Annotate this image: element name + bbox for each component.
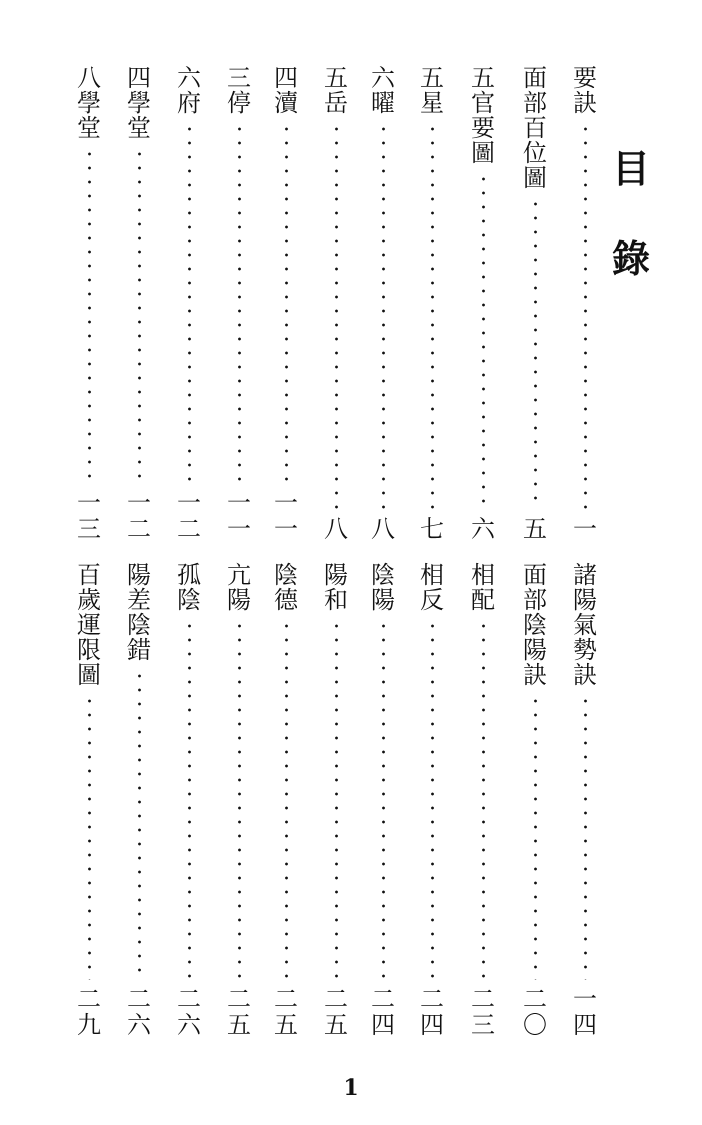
page-number-char: 一 [227,515,251,543]
page-number-char: 三 [471,1011,495,1039]
entry-page-number [471,516,495,542]
label-char: 陽 [523,636,547,664]
dot-leader [335,619,338,980]
label-char: 陽 [371,586,395,614]
label-char: 六 [177,64,201,92]
label-char: 陽 [324,561,348,589]
page-number-char: 二 [471,985,495,1013]
entry-page-number [227,490,251,542]
label-char: 停 [227,89,251,117]
dot-leader [431,619,434,980]
label-char: 亢 [227,561,251,589]
dot-leader [285,122,288,484]
entry-label [420,563,444,613]
label-char: 位 [523,139,547,167]
label-char: 相 [471,561,495,589]
toc-entry [321,66,351,542]
page-number-char: 一 [573,515,597,543]
page-number-char: 二 [274,985,298,1013]
label-char: 陽 [227,586,251,614]
dot-leader [382,122,385,510]
page-number-char: 二 [371,985,395,1013]
toc-entry [417,66,447,542]
page-number-char: 一 [177,489,201,517]
entry-label [324,563,348,613]
dot-leader [584,122,587,510]
dot-leader [335,122,338,510]
page-number-char: 八 [371,515,395,543]
entry-page-number [420,516,444,542]
label-char: 四 [127,64,151,92]
label-char: 府 [177,89,201,117]
toc-entry [468,66,498,542]
dot-leader [482,172,485,510]
dot-leader [285,619,288,980]
dot-leader [88,694,91,980]
toc-entry [417,563,447,1038]
entry-page-number [324,516,348,542]
entry-label [127,66,151,141]
label-char: 圖 [471,139,495,167]
page-number-char: 五 [523,515,547,543]
label-char: 四 [274,64,298,92]
dot-leader [188,619,191,980]
toc-entry [74,563,104,1038]
label-char: 三 [227,64,251,92]
entry-label [324,66,348,116]
label-char: 反 [420,586,444,614]
label-char: 星 [420,89,444,117]
entry-label [573,66,597,116]
entry-label [420,66,444,116]
label-char: 面 [523,64,547,92]
label-char: 和 [324,586,348,614]
entry-label [573,563,597,688]
page-number-char: 二 [127,985,151,1013]
dot-leader [88,147,91,484]
page-number-char: 五 [274,1011,298,1039]
toc-entry [468,563,498,1038]
entry-page-number [227,986,251,1038]
label-char: 配 [471,586,495,614]
toc-entry [174,66,204,542]
label-char: 氣 [573,611,597,639]
page-number-char: 二 [127,515,151,543]
entry-page-number [523,516,547,542]
label-char: 要 [573,64,597,92]
label-char: 陰 [127,611,151,639]
entry-label [523,66,547,191]
entry-label [127,563,151,663]
entry-page-number [573,516,597,542]
entry-page-number [274,986,298,1038]
label-char: 德 [274,586,298,614]
dot-leader [138,669,141,980]
entry-page-number [77,986,101,1038]
page-number-char: 四 [371,1011,395,1039]
page-number-char: 九 [77,1011,101,1039]
label-char: 陰 [523,611,547,639]
label-char: 差 [127,586,151,614]
toc-entry [124,563,154,1038]
toc-entry [224,563,254,1038]
page-number-char: 二 [177,985,201,1013]
entry-page-number [127,986,151,1038]
page-number-char: 七 [420,515,444,543]
page-number-char: 五 [324,1011,348,1039]
page-number-char: 五 [227,1011,251,1039]
entry-page-number [420,986,444,1038]
folio-page-number: 1 [343,1075,359,1101]
dot-leader [431,122,434,510]
entry-page-number [177,490,201,542]
label-char: 學 [127,89,151,117]
label-char: 諸 [573,561,597,589]
entry-label [371,563,395,613]
label-char: 勢 [573,636,597,664]
page-number-char: 一 [77,489,101,517]
label-char: 歲 [77,586,101,614]
toc-entry [368,563,398,1038]
entry-label [371,66,395,116]
label-char: 訣 [573,89,597,117]
toc-entry [74,66,104,542]
dot-leader [534,197,537,510]
dot-leader [238,122,241,484]
entry-label [77,66,101,141]
label-char: 堂 [77,114,101,142]
label-char: 堂 [127,114,151,142]
label-char: 岳 [324,89,348,117]
entry-label [523,563,547,688]
label-char: 百 [77,561,101,589]
toc-entry [570,66,600,542]
label-char: 五 [324,64,348,92]
page-number-char: 六 [127,1011,151,1039]
label-char: 五 [471,64,495,92]
dot-leader [138,147,141,484]
label-char: 陰 [274,561,298,589]
toc-title [606,146,656,281]
toc-entry [174,563,204,1038]
title-char: 目 [611,146,650,191]
label-char: 陽 [573,586,597,614]
entry-label [177,563,201,613]
label-char: 訣 [523,661,547,689]
toc-entry [570,563,600,1038]
entry-label [177,66,201,116]
toc-entry [321,563,351,1038]
page-number-char: 六 [177,1011,201,1039]
page-number-char: 二 [420,985,444,1013]
dot-leader [238,619,241,980]
entry-page-number [371,986,395,1038]
title-char: 錄 [611,236,650,281]
page-number-char: 二 [324,985,348,1013]
toc-entry [520,563,550,1038]
label-char: 曜 [371,89,395,117]
page-number-char: 一 [227,489,251,517]
page-number-char: 四 [573,1011,597,1039]
entry-page-number [371,516,395,542]
label-char: 孤 [177,561,201,589]
label-char: 百 [523,114,547,142]
entry-page-number [177,986,201,1038]
label-char: 陽 [127,561,151,589]
dot-leader [188,122,191,484]
entry-label [77,563,101,688]
label-char: 圖 [77,661,101,689]
dot-leader [382,619,385,980]
dot-leader [482,619,485,980]
label-char: 要 [471,114,495,142]
label-char: 錯 [127,636,151,664]
dot-leader [584,694,587,980]
entry-label [227,66,251,116]
label-char: 六 [371,64,395,92]
label-char: 運 [77,611,101,639]
label-char: 面 [523,561,547,589]
entry-page-number [523,986,547,1038]
page-number-char: 二 [523,985,547,1013]
toc-entry [368,66,398,542]
label-char: 八 [77,64,101,92]
entry-label [274,563,298,613]
page-number-char: 六 [471,515,495,543]
page-number-char: 一 [274,515,298,543]
toc-entry [224,66,254,542]
page-number-char: 二 [177,515,201,543]
entry-page-number [471,986,495,1038]
label-char: 部 [523,586,547,614]
label-char: 陰 [177,586,201,614]
page-number-char: 一 [274,489,298,517]
page-number-char: 〇 [523,1011,547,1039]
label-char: 官 [471,89,495,117]
entry-page-number [127,490,151,542]
entry-label [471,563,495,613]
dot-leader [534,694,537,980]
page-number-char: 二 [227,985,251,1013]
entry-page-number [324,986,348,1038]
entry-label [227,563,251,613]
entry-page-number [274,490,298,542]
entry-label [274,66,298,116]
label-char: 部 [523,89,547,117]
page-number-char: 一 [127,489,151,517]
entry-page-number [573,986,597,1038]
page-number-char: 一 [573,985,597,1013]
label-char: 訣 [573,661,597,689]
label-char: 陰 [371,561,395,589]
toc-entry [520,66,550,542]
toc-entry [124,66,154,542]
label-char: 五 [420,64,444,92]
toc-entry [271,563,301,1038]
toc-entry [271,66,301,542]
label-char: 相 [420,561,444,589]
page-number-char: 二 [77,985,101,1013]
label-char: 學 [77,89,101,117]
entry-label [471,66,495,166]
label-char: 圖 [523,164,547,192]
page-number-char: 三 [77,515,101,543]
entry-page-number [77,490,101,542]
label-char: 限 [77,636,101,664]
page-number-char: 八 [324,515,348,543]
page-number-char: 四 [420,1011,444,1039]
label-char: 瀆 [274,89,298,117]
